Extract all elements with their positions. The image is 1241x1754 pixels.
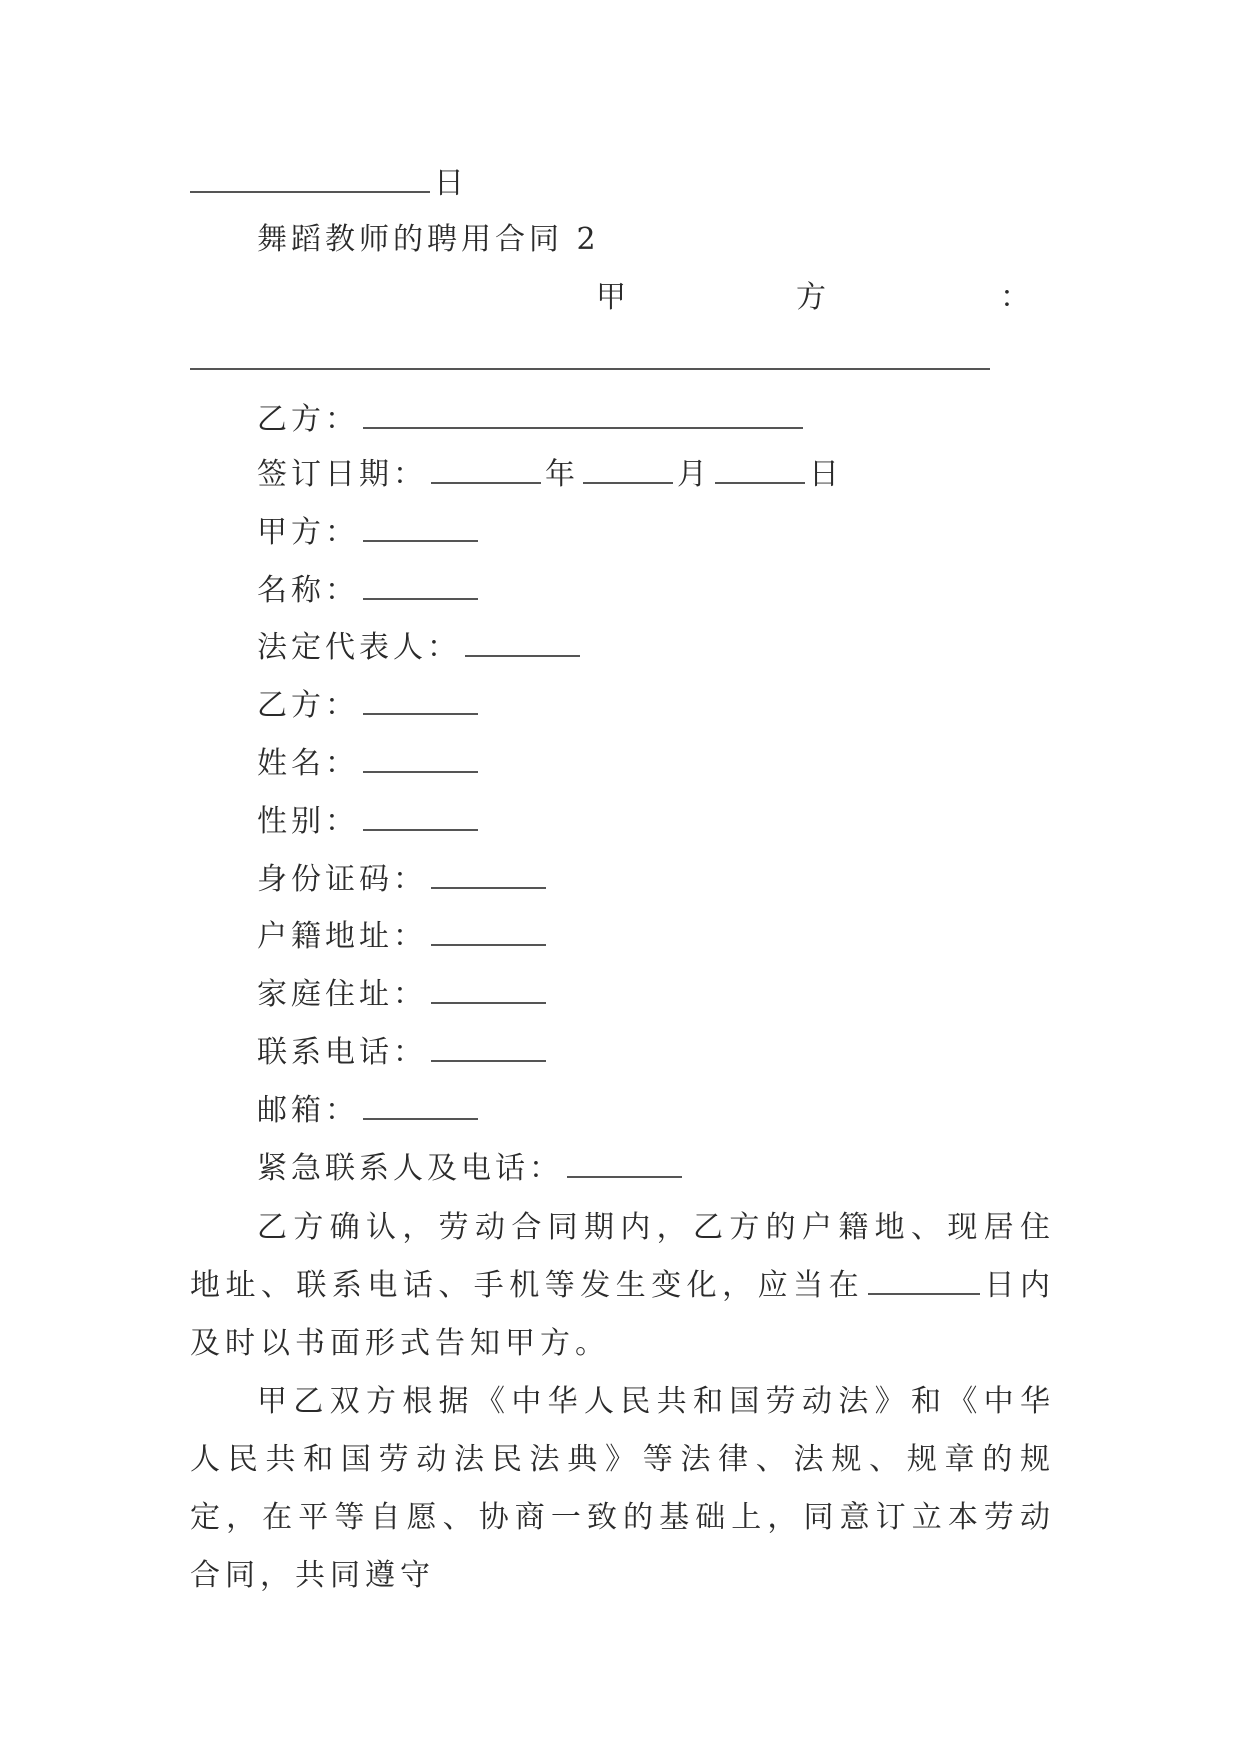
- gender-row: [257, 802, 482, 842]
- party-b-top-row: [257, 400, 807, 440]
- document-title: 舞蹈教师的聘用合同 2: [257, 222, 600, 257]
- name-blank[interactable]: [363, 574, 478, 600]
- id-number-label: 身份证码：: [257, 862, 427, 897]
- party-a-label: 甲方：: [257, 515, 359, 550]
- emergency-contact-label: 紧急联系人及电话：: [257, 1151, 563, 1186]
- full-name-label: 姓名：: [257, 746, 359, 781]
- name-label: 名称：: [257, 573, 359, 608]
- legal-basis-paragraph: 甲乙双方根据《中华人民共和国劳动法》和《中华人民共和国劳动法民法典》等法律、法规、规章的规定，在平等自愿、协商一致的基础上，同意订立本劳动合同，共同遵守: [190, 1384, 1055, 1593]
- confirmation-text-part1: 乙方确认，劳动合同期内，乙方的户籍地、现居住地址、联系电话、手机等发生变化，应当在: [190, 1210, 1055, 1303]
- sign-date-label: 签订日期：: [257, 457, 427, 492]
- household-address-label: 户籍地址：: [257, 919, 427, 954]
- full-name-blank[interactable]: [363, 747, 478, 773]
- phone-blank[interactable]: [431, 1036, 546, 1062]
- full-name-row: [257, 744, 482, 784]
- emergency-contact-blank[interactable]: [567, 1152, 682, 1178]
- email-label: 邮箱：: [257, 1093, 359, 1128]
- party-b-row: [257, 686, 482, 726]
- gender-blank[interactable]: [363, 805, 478, 831]
- party-b-top-label: 乙方：: [257, 402, 359, 437]
- sign-year-blank[interactable]: [431, 458, 541, 484]
- sign-month-blank[interactable]: [583, 458, 673, 484]
- sign-day-label: 日: [809, 457, 843, 492]
- confirmation-paragraph: [190, 1199, 1055, 1373]
- id-number-row: [257, 860, 550, 900]
- date-blank[interactable]: [190, 167, 430, 193]
- phone-row: [257, 1033, 550, 1073]
- legal-rep-row: [257, 628, 584, 668]
- phone-label: 联系电话：: [257, 1035, 427, 1070]
- sign-year-label: 年: [545, 457, 579, 492]
- day-suffix: 日: [434, 166, 468, 201]
- party-a-char1: 甲: [596, 280, 626, 315]
- legal-rep-label: 法定代表人：: [257, 630, 461, 665]
- name-row: [257, 571, 482, 611]
- gender-label: 性别：: [257, 804, 359, 839]
- home-address-blank[interactable]: [431, 978, 546, 1004]
- home-address-label: 家庭住址：: [257, 977, 427, 1012]
- legal-rep-blank[interactable]: [465, 631, 580, 657]
- email-blank[interactable]: [363, 1094, 478, 1120]
- sign-date-row: [257, 455, 843, 495]
- party-b-blank[interactable]: [363, 689, 478, 715]
- party-a-row: [257, 513, 482, 553]
- sign-month-label: 月: [677, 457, 711, 492]
- party-a-colon: ：: [1000, 280, 1030, 315]
- sign-day-blank[interactable]: [715, 458, 805, 484]
- emergency-contact-row: [257, 1149, 686, 1189]
- household-address-row: [257, 917, 550, 957]
- household-address-blank[interactable]: [431, 920, 546, 946]
- party-a-blank[interactable]: [363, 516, 478, 542]
- id-number-blank[interactable]: [431, 863, 546, 889]
- notice-days-blank[interactable]: [868, 1269, 980, 1295]
- party-b-label: 乙方：: [257, 688, 359, 723]
- top-date-line: [190, 164, 468, 204]
- home-address-row: [257, 975, 550, 1015]
- party-a-header-blank[interactable]: [190, 368, 990, 370]
- confirmation-text-part2: 日内及时以书面形式告知甲方。: [190, 1268, 1055, 1361]
- party-b-top-blank[interactable]: [363, 403, 803, 429]
- email-row: [257, 1091, 482, 1131]
- party-a-char2: 方: [796, 280, 826, 315]
